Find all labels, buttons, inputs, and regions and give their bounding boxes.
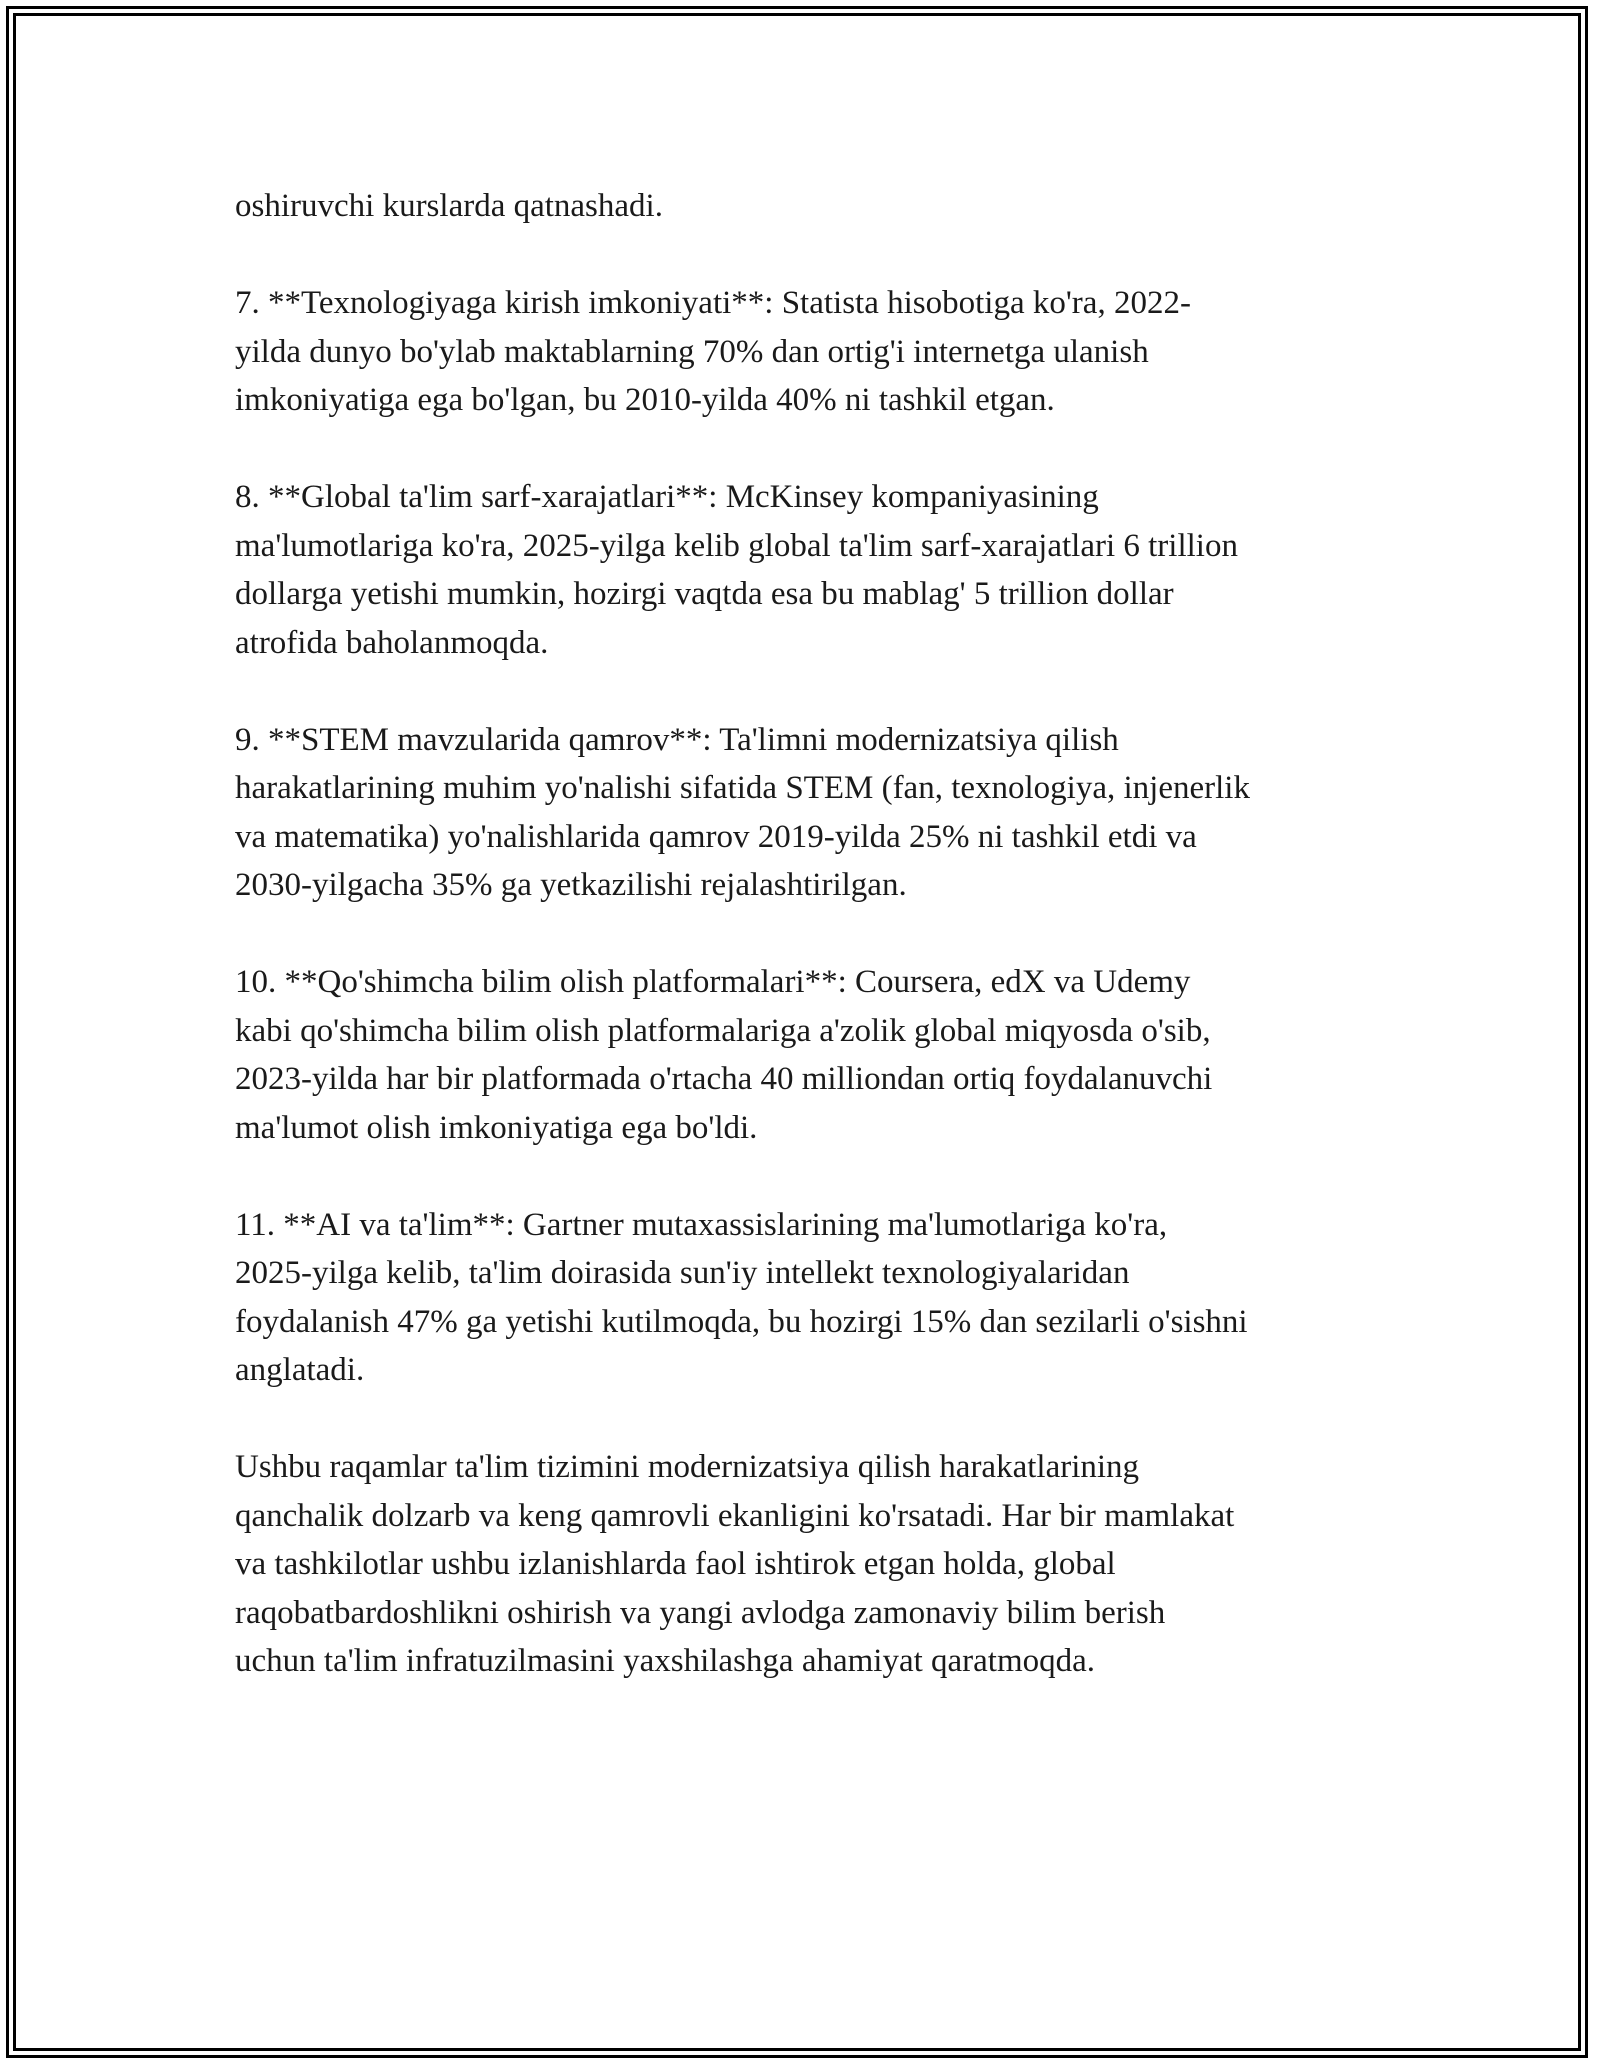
text-line: qanchalik dolzarb va keng qamrovli ekanligini ko'rsatadi. Har bir mamlakat [235, 1497, 1235, 1534]
text-line: atrofida baholanmoqda. [235, 624, 549, 661]
paragraph-item-10 [235, 958, 1385, 1152]
text-line: 8. **Global ta'lim sarf-xarajatlari**: McKinsey kompaniyasining [235, 479, 1099, 515]
text-line: dollarga yetishi mumkin, hozirgi vaqtda esa bu mablag' 5 trillion dollar [235, 576, 1174, 612]
paragraph-item-9 [235, 716, 1385, 910]
paragraph-conclusion [235, 1443, 1385, 1686]
text-line: 9. **STEM mavzularida qamrov**: Ta'limni modernizatsiya qilish [235, 721, 1119, 758]
document-body [235, 182, 1385, 1734]
text-line: raqobatbardoshlikni oshirish va yangi avlodga zamonaviy bilim berish [235, 1594, 1166, 1631]
text-line: 2023-yilda har bir platformada o'rtacha 40 milliondan ortiq foydalanuvchi [235, 1061, 1213, 1097]
paragraph-item-7 [235, 279, 1385, 425]
text-line: imkoniyatiga ega bo'lgan, bu 2010-yilda 40% ni tashkil etgan. [235, 382, 1055, 418]
text-line: uchun ta'lim infratuzilmasini yaxshilashga ahamiyat qaratmoqda. [235, 1643, 1096, 1679]
text-line: harakatlarining muhim yo'nalishi sifatida STEM (fan, texnologiya, injenerlik [235, 770, 1250, 806]
text-line: yilda dunyo bo'ylab maktablarning 70% dan ortig'i internetga ulanish [235, 333, 1149, 370]
paragraph-item-8 [235, 473, 1385, 667]
text-line: oshiruvchi kurslarda qatnashadi. [235, 188, 663, 224]
text-line: anglatadi. [235, 1352, 365, 1388]
text-line: va matematika) yo'nalishlarida qamrov 2019-yilda 25% ni tashkil etdi va [235, 818, 1197, 855]
paragraph-continuation [235, 182, 1385, 231]
text-line: Ushbu raqamlar ta'lim tizimini modernizatsiya qilish harakatlarining [235, 1449, 1140, 1485]
text-line: 2030-yilgacha 35% ga yetkazilishi rejalashtirilgan. [235, 867, 907, 903]
text-line: foydalanish 47% ga yetishi kutilmoqda, bu hozirgi 15% dan sezilarli o'sishni [235, 1303, 1248, 1340]
text-line: kabi qo'shimcha bilim olish platformalariga a'zolik global miqyosda o'sib, [235, 1012, 1211, 1049]
text-line: 10. **Qo'shimcha bilim olish platformalari**: Coursera, edX va Udemy [235, 964, 1191, 1000]
paragraph-item-11 [235, 1201, 1385, 1395]
text-line: va tashkilotlar ushbu izlanishlarda faol ishtirok etgan holda, global [235, 1546, 1116, 1582]
text-line: ma'lumotlariga ko'ra, 2025-yilga kelib global ta'lim sarf-xarajatlari 6 trillion [235, 527, 1238, 564]
text-line: 11. **AI va ta'lim**: Gartner mutaxassislarining ma'lumotlariga ko'ra, [235, 1206, 1168, 1243]
text-line: 7. **Texnologiyaga kirish imkoniyati**: Statista hisobotiga ko'ra, 2022- [235, 285, 1191, 321]
text-line: ma'lumot olish imkoniyatiga ega bo'ldi. [235, 1109, 758, 1146]
text-line: 2025-yilga kelib, ta'lim doirasida sun'iy intellekt texnologiyalaridan [235, 1255, 1130, 1291]
